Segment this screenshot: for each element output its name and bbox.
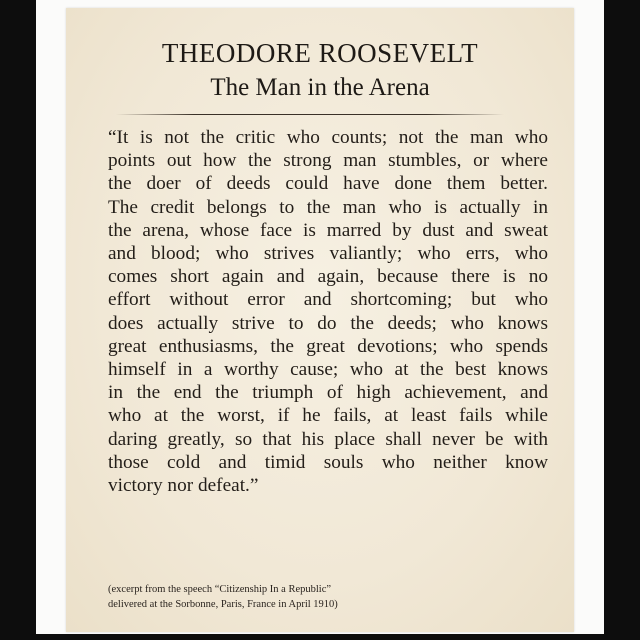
quote-line: victory nor defeat.” <box>108 475 259 497</box>
quote-line: the arena, whose face is marred by dust and sweat <box>108 219 548 241</box>
citation-line: delivered at the Sorbonne, Paris, France in April 1910) <box>108 599 338 610</box>
poster-paper <box>66 8 574 632</box>
quote-line: himself in a worthy cause; who at the best knows <box>108 359 548 381</box>
poster-title: THEODORE ROOSEVELT <box>161 38 479 68</box>
speech-citation <box>108 582 548 612</box>
divider-rule <box>116 114 504 115</box>
quote-line: daring greatly, so that his place shall never be with <box>108 428 548 450</box>
frame-left-edge <box>0 0 36 640</box>
quote-line: does actually strive to do the deeds; who knows <box>108 312 548 334</box>
frame-right-edge <box>604 0 640 640</box>
citation-line: (excerpt from the speech “Citizenship In a Republic” <box>108 584 332 595</box>
quote-line: the doer of deeds could have done them better. <box>108 173 548 195</box>
quote-line: points out how the strong man stumbles, or where <box>108 150 548 172</box>
quote-line: “It is not the critic who counts; not the man who <box>108 127 548 148</box>
quote-line: and blood; who strives valiantly; who errs, who <box>108 243 548 265</box>
quote-line: The credit belongs to the man who is actually in <box>108 196 548 218</box>
quote-text <box>108 126 548 497</box>
poster-subtitle: The Man in the Arena <box>210 74 430 101</box>
quote-line: comes short again and again, because there is no <box>108 266 548 288</box>
quote-line: in the end the triumph of high achievement, and <box>108 382 548 404</box>
quote-line: effort without error and shortcoming; but who <box>108 289 548 311</box>
frame-bottom-edge <box>0 634 640 640</box>
quote-line: who at the worst, if he fails, at least fails while <box>108 405 548 427</box>
quote-line: great enthusiasms, the great devotions; who spends <box>108 335 548 357</box>
quote-line: those cold and timid souls who neither know <box>108 451 548 473</box>
